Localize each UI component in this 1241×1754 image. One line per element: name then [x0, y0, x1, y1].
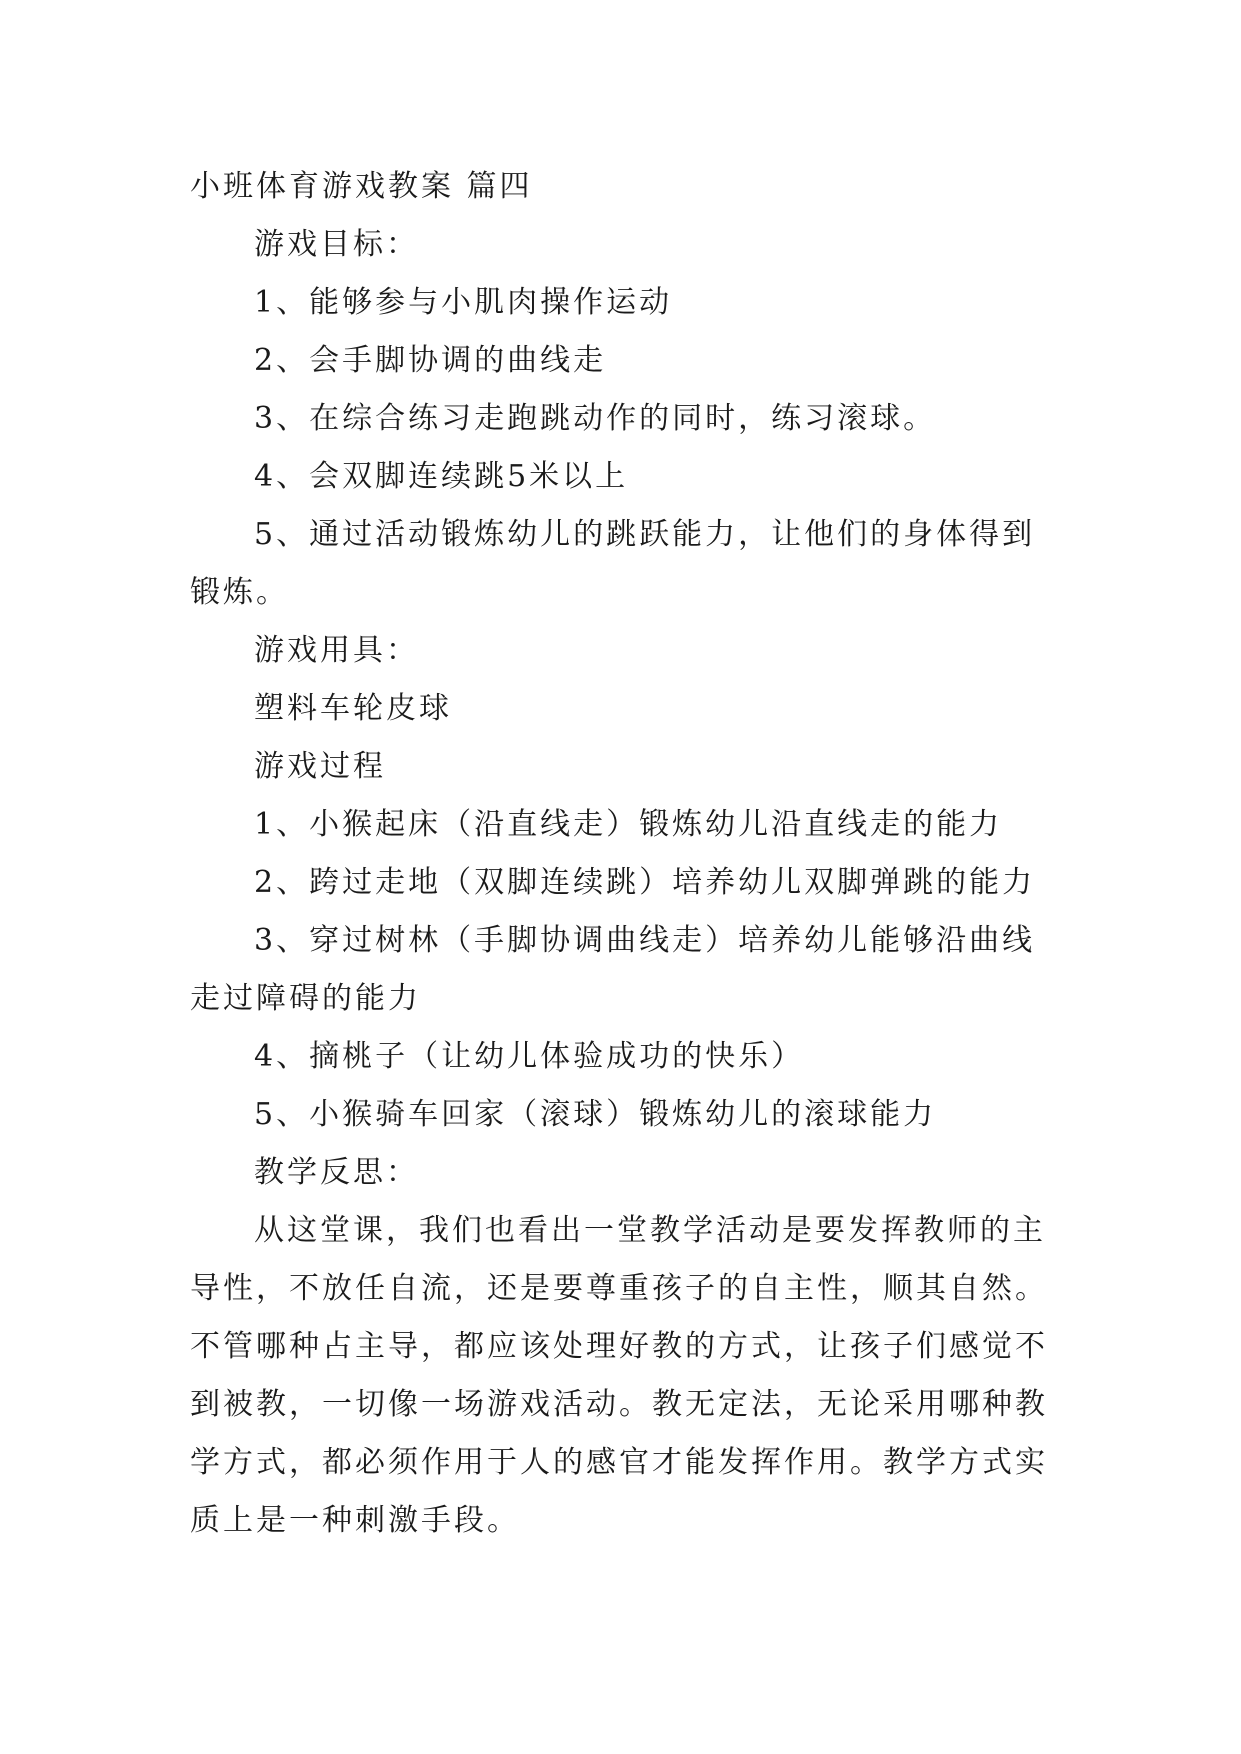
document-line: 2、跨过走地（双脚连续跳）培养幼儿双脚弹跳的能力 — [254, 865, 1036, 900]
document-line: 不管哪种占主导，都应该处理好教的方式，让孩子们感觉不 — [190, 1329, 1048, 1364]
document-line: 学方式，都必须作用于人的感官才能发挥作用。教学方式实 — [190, 1445, 1048, 1480]
document-line: 2、会手脚协调的曲线走 — [254, 343, 607, 378]
document-title: 小班体育游戏教案 篇四 — [190, 169, 533, 204]
document-line: 塑料车轮皮球 — [254, 691, 452, 726]
document-line: 3、穿过树林（手脚协调曲线走）培养幼儿能够沿曲线 — [254, 923, 1036, 958]
document-line: 3、在综合练习走跑跳动作的同时，练习滚球。 — [254, 401, 937, 436]
document-line: 5、小猴骑车回家（滚球）锻炼幼儿的滚球能力 — [254, 1097, 937, 1132]
document-line: 4、会双脚连续跳5米以上 — [254, 459, 629, 494]
document-body — [190, 158, 1050, 1550]
document-line: 质上是一种刺激手段。 — [190, 1503, 520, 1538]
document-line: 游戏过程 — [254, 749, 386, 784]
document-line: 锻炼。 — [190, 575, 289, 610]
document-line: 导性，不放任自流，还是要尊重孩子的自主性，顺其自然。 — [190, 1271, 1048, 1306]
document-line: 游戏目标： — [254, 227, 419, 262]
document-line: 从这堂课，我们也看出一堂教学活动是要发挥教师的主 — [254, 1213, 1046, 1248]
document-line: 1、小猴起床（沿直线走）锻炼幼儿沿直线走的能力 — [254, 807, 1003, 842]
document-line: 走过障碍的能力 — [190, 981, 421, 1016]
document-line: 到被教，一切像一场游戏活动。教无定法，无论采用哪种教 — [190, 1387, 1048, 1422]
document-lines — [190, 216, 1050, 1550]
document-line: 教学反思： — [254, 1155, 419, 1190]
document-line: 4、摘桃子（让幼儿体验成功的快乐） — [254, 1039, 805, 1074]
document-line: 5、通过活动锻炼幼儿的跳跃能力，让他们的身体得到 — [254, 517, 1036, 552]
document-line: 游戏用具： — [254, 633, 419, 668]
document-line: 1、能够参与小肌肉操作运动 — [254, 285, 673, 320]
